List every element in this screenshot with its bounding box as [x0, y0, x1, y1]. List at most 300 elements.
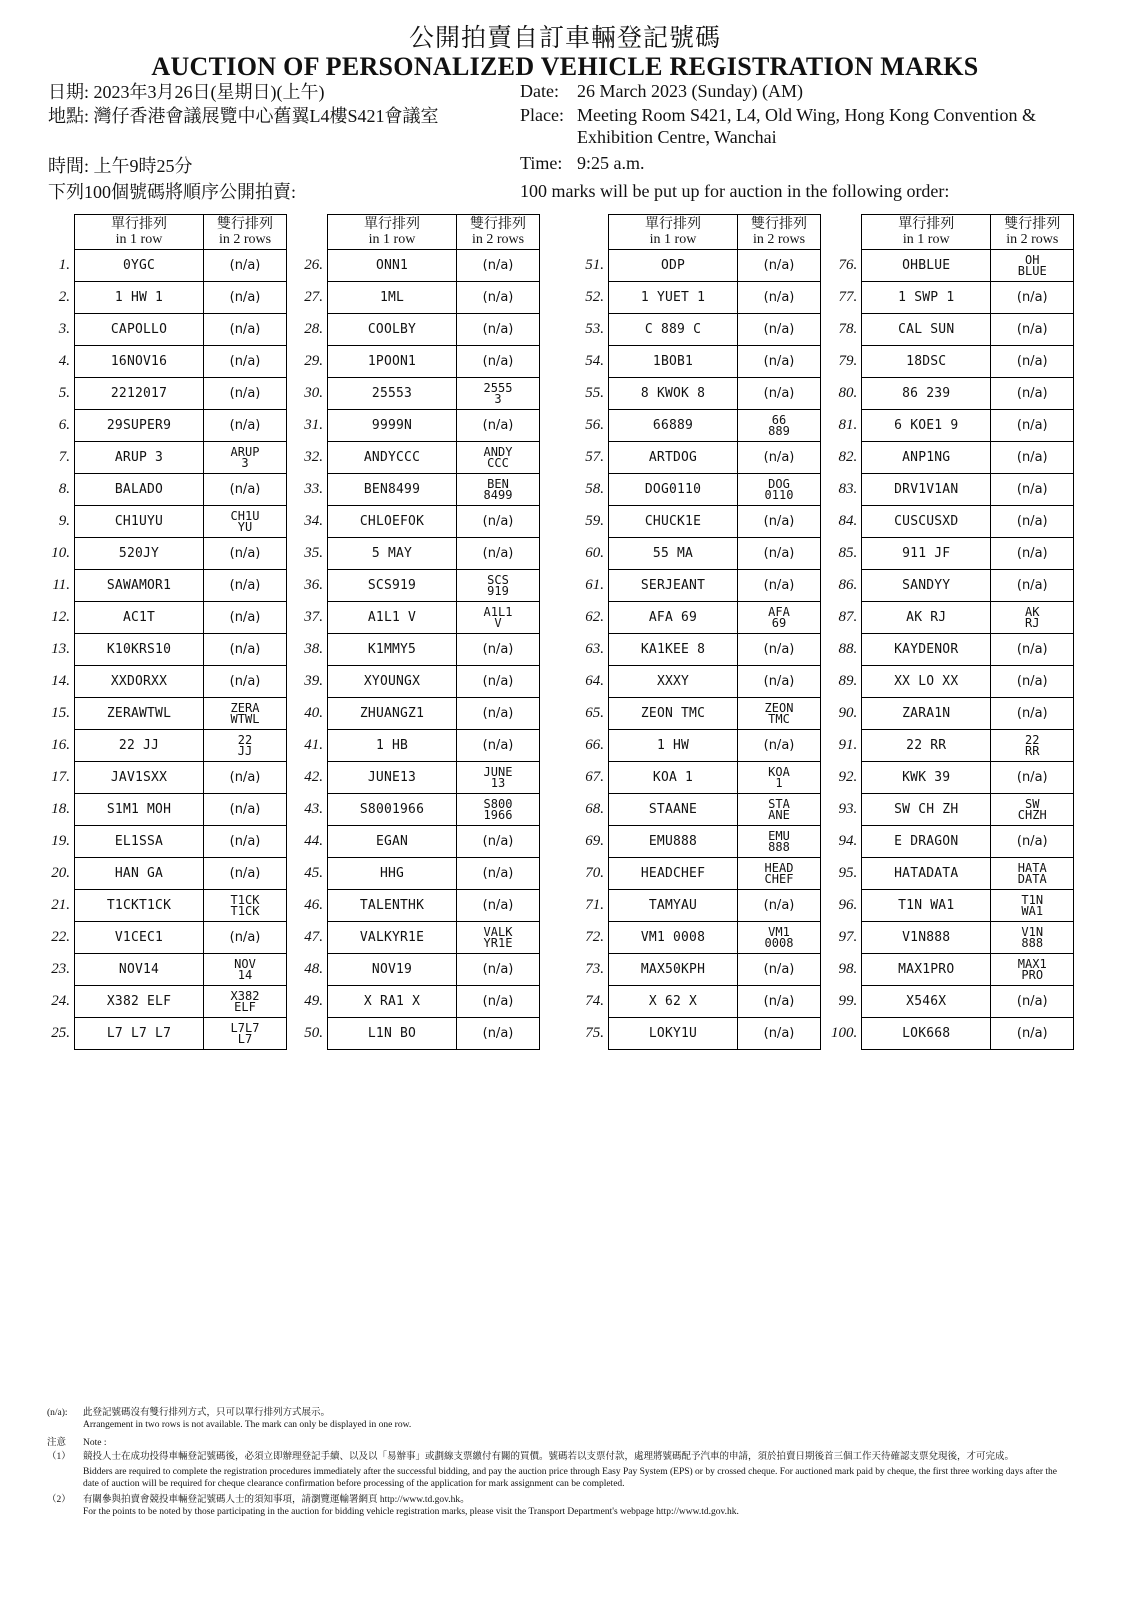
mark-two-rows: (n/a): [991, 698, 1074, 730]
mark-one-row: HEADCHEF: [609, 858, 738, 890]
mark-two-rows: (n/a): [204, 282, 287, 314]
mark-two-rows: (n/a): [204, 378, 287, 410]
mark-one-row: ZERAWTWL: [75, 698, 204, 730]
table-row: [831, 634, 1074, 666]
time-label-zh: 時間:: [48, 156, 90, 176]
one-row-header-zh: 單行排列: [645, 217, 701, 232]
mark-one-row: KA1KEE 8: [609, 634, 738, 666]
mark-one-row: 1 HB: [328, 730, 457, 762]
table-row: [297, 954, 540, 986]
mark-one-row: MAX1PRO: [862, 954, 991, 986]
mark-two-rows: (n/a): [204, 794, 287, 826]
mark-number: 21.: [51, 897, 70, 913]
mark-two-rows: ZERA WTWL: [204, 698, 287, 730]
table-row: [578, 602, 821, 634]
table-row: [831, 890, 1074, 922]
mark-two-rows: (n/a): [204, 314, 287, 346]
time-en: [520, 152, 645, 174]
mark-one-row: XXDORXX: [75, 666, 204, 698]
mark-two-rows: HATA DATA: [991, 858, 1074, 890]
table-row: [44, 730, 287, 762]
mark-two-rows: (n/a): [457, 314, 540, 346]
table-row: [44, 570, 287, 602]
time-value-zh: 上午9時25分: [93, 156, 193, 176]
mark-number: 15.: [51, 705, 70, 721]
mark-number: 90.: [838, 705, 858, 721]
date-value-zh: 2023年3月26日(星期日)(上午): [93, 82, 325, 102]
two-rows-header: [738, 215, 821, 250]
mark-number: 43.: [304, 801, 323, 817]
mark-one-row: BEN8499: [328, 474, 457, 506]
two-rows-header-zh: 雙行排列: [217, 217, 273, 232]
table-row: [831, 506, 1074, 538]
two-rows-header-zh: 雙行排列: [1004, 217, 1061, 232]
mark-number: 5.: [58, 385, 70, 401]
one-row-header: [609, 215, 738, 250]
mark-one-row: X382 ELF: [75, 986, 204, 1018]
mark-number: 2.: [58, 289, 70, 305]
table-row: [831, 346, 1074, 378]
mark-number: 9.: [58, 513, 70, 529]
table-row: [297, 378, 540, 410]
table-row: [578, 282, 821, 314]
mark-number: 97.: [838, 929, 858, 945]
mark-one-row: K1MMY5: [328, 634, 457, 666]
two-rows-header-zh: 雙行排列: [751, 217, 807, 232]
marks-table-block-1: [44, 214, 287, 1050]
place-zh: [48, 105, 439, 127]
table-row: [297, 506, 540, 538]
mark-two-rows: (n/a): [204, 858, 287, 890]
mark-number: 84.: [838, 513, 858, 529]
table-row: [297, 890, 540, 922]
mark-number: 53.: [585, 321, 604, 337]
table-row: [578, 954, 821, 986]
mark-number: 7.: [58, 449, 70, 465]
footnote-note-en-label: Note :: [83, 1438, 107, 1448]
mark-one-row: EL1SSA: [75, 826, 204, 858]
marks-table-block-4: [831, 214, 1074, 1050]
table-row: [831, 1018, 1074, 1050]
mark-one-row: 16NOV16: [75, 346, 204, 378]
table-row: [831, 250, 1074, 282]
mark-number: 10.: [51, 545, 70, 561]
mark-number: 80.: [838, 385, 858, 401]
mark-number: 64.: [585, 673, 604, 689]
page-title-english: AUCTION OF PERSONALIZED VEHICLE REGISTRATION MARKS: [151, 52, 979, 81]
mark-number: 39.: [304, 673, 323, 689]
mark-two-rows: (n/a): [738, 250, 821, 282]
one-row-header-en: in 1 row: [115, 232, 163, 247]
mark-one-row: KOA 1: [609, 762, 738, 794]
mark-two-rows: (n/a): [738, 570, 821, 602]
table-row: [44, 442, 287, 474]
mark-number: 63.: [585, 641, 604, 657]
mark-number: 59.: [585, 513, 604, 529]
table-row: [297, 442, 540, 474]
mark-two-rows: (n/a): [457, 698, 540, 730]
mark-number: 70.: [585, 865, 604, 881]
mark-two-rows: (n/a): [457, 634, 540, 666]
mark-two-rows: (n/a): [457, 858, 540, 890]
table-row: [44, 762, 287, 794]
two-rows-header: [457, 215, 540, 250]
table-row: [44, 954, 287, 986]
table-row: [297, 410, 540, 442]
mark-number: 23.: [51, 961, 70, 977]
mark-one-row: TAMYAU: [609, 890, 738, 922]
table-row: [578, 250, 821, 282]
table-row: [578, 378, 821, 410]
mark-number: 28.: [304, 321, 323, 337]
mark-two-rows: (n/a): [457, 346, 540, 378]
mark-two-rows: (n/a): [457, 666, 540, 698]
mark-number: 24.: [51, 993, 70, 1009]
mark-one-row: X546X: [862, 986, 991, 1018]
mark-number: 77.: [838, 289, 858, 305]
mark-two-rows: (n/a): [738, 730, 821, 762]
place-value-en: Meeting Room S421, L4, Old Wing, Hong Kong Convention & Exhibition Centre, Wanchai: [577, 105, 1036, 147]
mark-number: 37.: [304, 609, 323, 625]
table-row: [578, 858, 821, 890]
mark-one-row: CAL SUN: [862, 314, 991, 346]
mark-two-rows: (n/a): [738, 314, 821, 346]
table-row: [44, 634, 287, 666]
marks-table: [578, 214, 821, 1050]
mark-two-rows: (n/a): [204, 346, 287, 378]
mark-number: 44.: [304, 833, 323, 849]
mark-two-rows: T1N WA1: [991, 890, 1074, 922]
mark-two-rows: (n/a): [457, 826, 540, 858]
mark-two-rows: ZEON TMC: [738, 698, 821, 730]
mark-one-row: SANDYY: [862, 570, 991, 602]
date-en: [520, 80, 803, 102]
time-label-en: Time:: [520, 153, 563, 173]
mark-one-row: 1BOB1: [609, 346, 738, 378]
mark-two-rows: AFA 69: [738, 602, 821, 634]
mark-one-row: 66889: [609, 410, 738, 442]
mark-two-rows: (n/a): [738, 954, 821, 986]
table-row: [44, 794, 287, 826]
mark-one-row: VM1 0008: [609, 922, 738, 954]
mark-two-rows: (n/a): [991, 346, 1074, 378]
mark-two-rows: (n/a): [991, 570, 1074, 602]
mark-two-rows: (n/a): [991, 762, 1074, 794]
mark-number: 32.: [304, 449, 323, 465]
table-row: [297, 762, 540, 794]
mark-one-row: 22 RR: [862, 730, 991, 762]
mark-number: 85.: [838, 545, 858, 561]
table-row: [578, 570, 821, 602]
mark-number: 26.: [304, 257, 323, 273]
footnote-item-2-en: For the points to be noted by those participating in the auction for bidding vehicle registration marks, please visit the Transport Department's webpage http://www.td.gov.hk.: [83, 1507, 739, 1517]
table-row: [831, 954, 1074, 986]
table-row: [831, 570, 1074, 602]
table-row: [297, 698, 540, 730]
mark-one-row: SAWAMOR1: [75, 570, 204, 602]
mark-two-rows: VALK YR1E: [457, 922, 540, 954]
mark-two-rows: ANDY CCC: [457, 442, 540, 474]
mark-number: 30.: [304, 385, 323, 401]
mark-one-row: HAN GA: [75, 858, 204, 890]
mark-number: 78.: [838, 321, 858, 337]
table-row: [297, 602, 540, 634]
table-row: [578, 1018, 821, 1050]
mark-two-rows: (n/a): [991, 314, 1074, 346]
mark-two-rows: SW CHZH: [991, 794, 1074, 826]
mark-number: 58.: [585, 481, 604, 497]
mark-one-row: DRV1V1AN: [862, 474, 991, 506]
footnote-item-1: [47, 1451, 1067, 1490]
table-row: [297, 730, 540, 762]
mark-two-rows: (n/a): [204, 250, 287, 282]
mark-number: 38.: [304, 641, 323, 657]
table-row: [44, 410, 287, 442]
mark-one-row: CAPOLLO: [75, 314, 204, 346]
mark-one-row: JUNE13: [328, 762, 457, 794]
mark-one-row: 25553: [328, 378, 457, 410]
mark-one-row: ODP: [609, 250, 738, 282]
table-header-row: [831, 215, 1074, 250]
mark-one-row: NOV14: [75, 954, 204, 986]
mark-one-row: DOG0110: [609, 474, 738, 506]
table-row: [578, 794, 821, 826]
mark-number: 74.: [585, 993, 604, 1009]
mark-number: 47.: [304, 929, 323, 945]
table-row: [578, 730, 821, 762]
table-row: [44, 666, 287, 698]
mark-number: 100.: [831, 1025, 858, 1041]
mark-number: 99.: [838, 993, 858, 1009]
table-row: [831, 314, 1074, 346]
two-rows-header-en: in 2 rows: [1006, 232, 1059, 247]
one-row-header-en: in 1 row: [649, 232, 697, 247]
two-rows-header-en: in 2 rows: [752, 232, 806, 247]
table-row: [297, 346, 540, 378]
mark-number: 91.: [838, 737, 858, 753]
page-title-chinese: 公開拍賣自訂車輛登記號碼: [408, 25, 721, 52]
mark-two-rows: S800 1966: [457, 794, 540, 826]
mark-one-row: COOLBY: [328, 314, 457, 346]
marks-table: [297, 214, 540, 1050]
mark-number: 88.: [838, 641, 858, 657]
mark-one-row: 1 HW 1: [75, 282, 204, 314]
mark-number: 19.: [51, 833, 70, 849]
mark-one-row: 6 KOE1 9: [862, 410, 991, 442]
mark-one-row: L7 L7 L7: [75, 1018, 204, 1050]
mark-one-row: X 62 X: [609, 986, 738, 1018]
table-row: [578, 890, 821, 922]
table-row: [297, 794, 540, 826]
mark-number: 3.: [58, 321, 70, 337]
table-row: [44, 1018, 287, 1050]
mark-number: 16.: [51, 737, 70, 753]
date-value-en: 26 March 2023 (Sunday) (AM): [577, 81, 803, 101]
mark-one-row: KAYDENOR: [862, 634, 991, 666]
mark-two-rows: (n/a): [457, 282, 540, 314]
mark-one-row: E DRAGON: [862, 826, 991, 858]
mark-one-row: A1L1 V: [328, 602, 457, 634]
table-row: [831, 666, 1074, 698]
mark-number: 45.: [304, 865, 323, 881]
marks-table: [831, 214, 1074, 1050]
mark-one-row: 2212017: [75, 378, 204, 410]
mark-one-row: ZHUANGZ1: [328, 698, 457, 730]
mark-two-rows: (n/a): [991, 986, 1074, 1018]
mark-number: 13.: [51, 641, 70, 657]
mark-one-row: LOK668: [862, 1018, 991, 1050]
footnote-na-zh: 此登記號碼沒有雙行排列方式，只可以單行排列方式展示。: [83, 1408, 331, 1418]
mark-one-row: V1CEC1: [75, 922, 204, 954]
mark-one-row: 55 MA: [609, 538, 738, 570]
footnote-item-1-zh: 競投人士在成功投得車輛登記號碼後，必須立即辦理登記手續、以及以「易辦事」或劃線支票繳付有關的買價。號碼若以支票付款，處理將號碼配予汽車的申請，須於拍賣日期後首三個工作天待確認支票兌現後，才可完成。: [83, 1452, 1015, 1462]
mark-number: 75.: [585, 1025, 604, 1041]
one-row-header: [75, 215, 204, 250]
table-header-row: [297, 215, 540, 250]
mark-two-rows: 2555 3: [457, 378, 540, 410]
mark-one-row: HHG: [328, 858, 457, 890]
mark-number: 81.: [838, 417, 858, 433]
table-row: [578, 698, 821, 730]
mark-two-rows: (n/a): [457, 250, 540, 282]
table-row: [297, 858, 540, 890]
mark-two-rows: KOA 1: [738, 762, 821, 794]
table-row: [578, 986, 821, 1018]
table-row: [44, 698, 287, 730]
table-row: [44, 826, 287, 858]
mark-number: 22.: [51, 929, 70, 945]
mark-two-rows: (n/a): [204, 922, 287, 954]
mark-two-rows: (n/a): [991, 282, 1074, 314]
table-row: [44, 858, 287, 890]
table-row: [831, 602, 1074, 634]
mark-two-rows: (n/a): [991, 442, 1074, 474]
mark-two-rows: (n/a): [457, 410, 540, 442]
footnote-item-1-key: （1）: [47, 1452, 71, 1462]
mark-number: 71.: [585, 897, 604, 913]
mark-two-rows: (n/a): [738, 634, 821, 666]
mark-one-row: EGAN: [328, 826, 457, 858]
mark-two-rows: (n/a): [204, 474, 287, 506]
marks-table: [44, 214, 287, 1050]
table-row: [578, 314, 821, 346]
mark-number: 51.: [585, 257, 604, 273]
table-row: [578, 762, 821, 794]
footnote-item-2-zh: 有關參與拍賣會競投車輛登記號碼人士的須知事項，請瀏覽運輸署網頁 http://www.td.gov.hk。: [83, 1495, 470, 1505]
mark-one-row: S8001966: [328, 794, 457, 826]
number-header: [297, 215, 328, 250]
mark-number: 93.: [838, 801, 858, 817]
mark-two-rows: (n/a): [991, 826, 1074, 858]
mark-number: 29.: [304, 353, 323, 369]
mark-number: 79.: [838, 353, 858, 369]
mark-number: 86.: [838, 577, 858, 593]
number-header: [831, 215, 862, 250]
one-row-header-zh: 單行排列: [898, 217, 955, 232]
table-row: [831, 826, 1074, 858]
table-row: [297, 826, 540, 858]
mark-number: 41.: [304, 737, 323, 753]
mark-number: 40.: [304, 705, 323, 721]
table-row: [297, 282, 540, 314]
mark-one-row: 1 SWP 1: [862, 282, 991, 314]
mark-two-rows: HEAD CHEF: [738, 858, 821, 890]
mark-one-row: 1POON1: [328, 346, 457, 378]
mark-one-row: 86 239: [862, 378, 991, 410]
mark-one-row: TALENTHK: [328, 890, 457, 922]
mark-two-rows: L7L7 L7: [204, 1018, 287, 1050]
place-value-zh: 灣仔香港會議展覽中心舊翼L4樓S421會議室: [93, 106, 439, 126]
mark-two-rows: (n/a): [457, 1018, 540, 1050]
table-row: [831, 474, 1074, 506]
mark-two-rows: NOV 14: [204, 954, 287, 986]
date-zh: [48, 81, 325, 103]
two-rows-header: [204, 215, 287, 250]
mark-one-row: 5 MAY: [328, 538, 457, 570]
mark-number: 8.: [58, 481, 70, 497]
table-row: [578, 922, 821, 954]
table-row: [831, 730, 1074, 762]
table-row: [44, 986, 287, 1018]
footnote-item-2: [47, 1494, 1067, 1518]
mark-two-rows: (n/a): [204, 410, 287, 442]
mark-two-rows: 66 889: [738, 410, 821, 442]
table-row: [44, 506, 287, 538]
table-row: [297, 666, 540, 698]
place-label-zh: 地點:: [48, 106, 90, 126]
mark-number: 42.: [304, 769, 323, 785]
mark-number: 34.: [304, 513, 323, 529]
mark-two-rows: (n/a): [991, 410, 1074, 442]
mark-one-row: SCS919: [328, 570, 457, 602]
one-row-header-en: in 1 row: [368, 232, 416, 247]
mark-one-row: CHLOEFOK: [328, 506, 457, 538]
mark-one-row: T1N WA1: [862, 890, 991, 922]
mark-one-row: 22 JJ: [75, 730, 204, 762]
mark-two-rows: (n/a): [457, 538, 540, 570]
mark-one-row: ZEON TMC: [609, 698, 738, 730]
mark-two-rows: EMU 888: [738, 826, 821, 858]
mark-one-row: ANDYCCC: [328, 442, 457, 474]
table-row: [578, 410, 821, 442]
place-en: [520, 104, 1067, 148]
mark-one-row: XXXY: [609, 666, 738, 698]
table-row: [578, 666, 821, 698]
table-row: [831, 986, 1074, 1018]
table-row: [831, 282, 1074, 314]
mark-number: 98.: [838, 961, 858, 977]
mark-number: 60.: [585, 545, 604, 561]
mark-one-row: CHUCK1E: [609, 506, 738, 538]
mark-two-rows: SCS 919: [457, 570, 540, 602]
date-label-en: Date:: [520, 81, 559, 101]
mark-number: 36.: [304, 577, 323, 593]
one-row-header: [328, 215, 457, 250]
mark-one-row: ZARA1N: [862, 698, 991, 730]
table-row: [44, 538, 287, 570]
mark-two-rows: V1N 888: [991, 922, 1074, 954]
footnote-note-key: 注意: [47, 1438, 67, 1448]
two-rows-header: [991, 215, 1074, 250]
mark-number: 18.: [51, 801, 70, 817]
mark-number: 56.: [585, 417, 604, 433]
table-row: [831, 442, 1074, 474]
mark-two-rows: X382 ELF: [204, 986, 287, 1018]
mark-one-row: XYOUNGX: [328, 666, 457, 698]
mark-two-rows: (n/a): [991, 666, 1074, 698]
mark-one-row: 18DSC: [862, 346, 991, 378]
table-row: [578, 634, 821, 666]
